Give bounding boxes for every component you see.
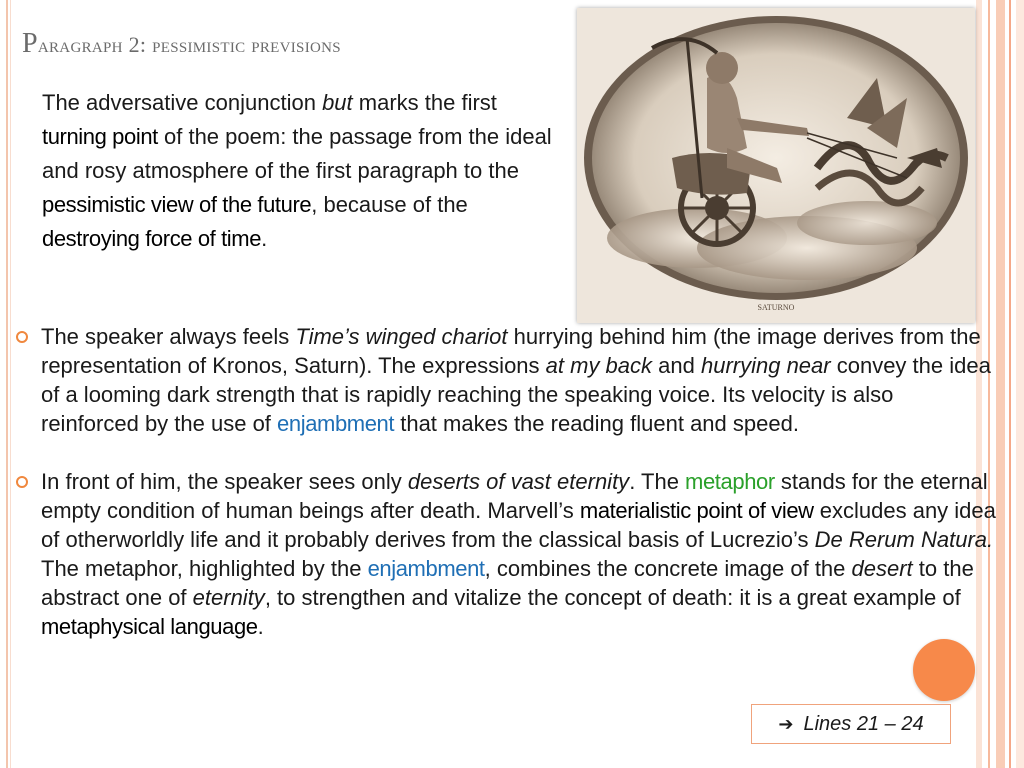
bullet-text: to the abstract one of bbox=[41, 556, 974, 610]
engraving-illustration bbox=[577, 8, 975, 323]
bullet-italic: De Rerum Natura. bbox=[814, 527, 994, 552]
bullet-italic: desert bbox=[851, 556, 913, 581]
bullet-italic: at my back bbox=[545, 353, 653, 378]
bullet-text: The metaphor, highlighted by the bbox=[41, 556, 368, 581]
intro-text: The adversative conjunction bbox=[42, 90, 323, 115]
bullet-italic: hurrying near bbox=[700, 353, 831, 378]
decorative-orange-circle bbox=[913, 639, 975, 701]
arrow-right-icon: ➔ bbox=[778, 713, 794, 734]
term-enjambment: enjambment bbox=[277, 411, 395, 436]
title-text: aragraph 2: pessimistic previsions bbox=[37, 32, 341, 57]
intro-text: marks the first bbox=[352, 90, 497, 115]
intro-text: . bbox=[261, 226, 268, 251]
bullet-text: hurrying behind him (the image derives from the representation of Kronos, Saturn). The expressions bbox=[41, 324, 981, 378]
intro-text: of the poem: the passage from the ideal and rosy atmosphere of the first paragraph to the bbox=[42, 124, 552, 183]
highlight-turning-point: turning point bbox=[42, 124, 158, 149]
bullet-text: that makes the reading fluent and speed. bbox=[394, 411, 799, 436]
highlight-pessimistic-view: pessimistic view of the future bbox=[42, 192, 312, 217]
engraving-caption: SATURNO bbox=[757, 303, 795, 312]
intro-text: , because of the bbox=[311, 192, 468, 217]
lines-reference: Lines 21 – 24 bbox=[803, 712, 924, 735]
bullet-text: excludes any idea of otherworldly life and it probably derives from the classical basis of Lucrezio’s bbox=[41, 498, 996, 552]
title-initial: P bbox=[22, 28, 38, 59]
bullet-text: stands for the eternal empty condition of human beings after death. Marvell’s bbox=[41, 469, 988, 523]
bullet-text: , combines the concrete image of the bbox=[484, 556, 852, 581]
intro-italic-but: but bbox=[322, 90, 353, 115]
term-metaphor: metaphor bbox=[685, 469, 775, 494]
bullet-item-deserts-eternity bbox=[16, 467, 996, 641]
bullet-text: . The bbox=[629, 469, 686, 494]
bullet-text: In front of him, the speaker sees only bbox=[41, 469, 408, 494]
left-decorative-rule-thin bbox=[10, 0, 11, 768]
bullet-text: convey the idea of a looming dark strength that is rapidly reaching the speaking voice. Its velocity is also reinforced by the use of bbox=[41, 353, 991, 436]
term-enjambment: enjambment bbox=[367, 556, 485, 581]
bullet-text: . bbox=[257, 614, 264, 639]
saturn-chariot-engraving bbox=[577, 8, 975, 323]
stripe bbox=[1016, 0, 1024, 768]
circle-bullet-icon bbox=[16, 476, 28, 488]
slide-title bbox=[22, 28, 341, 60]
bullet-text: and bbox=[652, 353, 701, 378]
bullet-italic: eternity bbox=[192, 585, 265, 610]
bullet-item-winged-chariot bbox=[16, 322, 996, 438]
stripe bbox=[996, 0, 1005, 768]
highlight-metaphysical-language: metaphysical language bbox=[41, 614, 258, 639]
bullet-italic: deserts of vast eternity bbox=[407, 469, 630, 494]
stripe bbox=[1009, 0, 1011, 768]
bullet-list bbox=[16, 322, 996, 641]
bullet-text: The speaker always feels bbox=[41, 324, 296, 349]
highlight-destroying-force: destroying force of time bbox=[42, 226, 262, 251]
intro-paragraph bbox=[42, 86, 562, 256]
circle-bullet-icon bbox=[16, 331, 28, 343]
left-decorative-rule bbox=[6, 0, 8, 768]
lines-reference-box bbox=[751, 704, 951, 744]
highlight-materialistic-view: materialistic point of view bbox=[579, 498, 814, 523]
bullet-text: , to strengthen and vitalize the concept of death: it is a great example of bbox=[264, 585, 961, 610]
bullet-italic: Time’s winged chariot bbox=[295, 324, 508, 349]
